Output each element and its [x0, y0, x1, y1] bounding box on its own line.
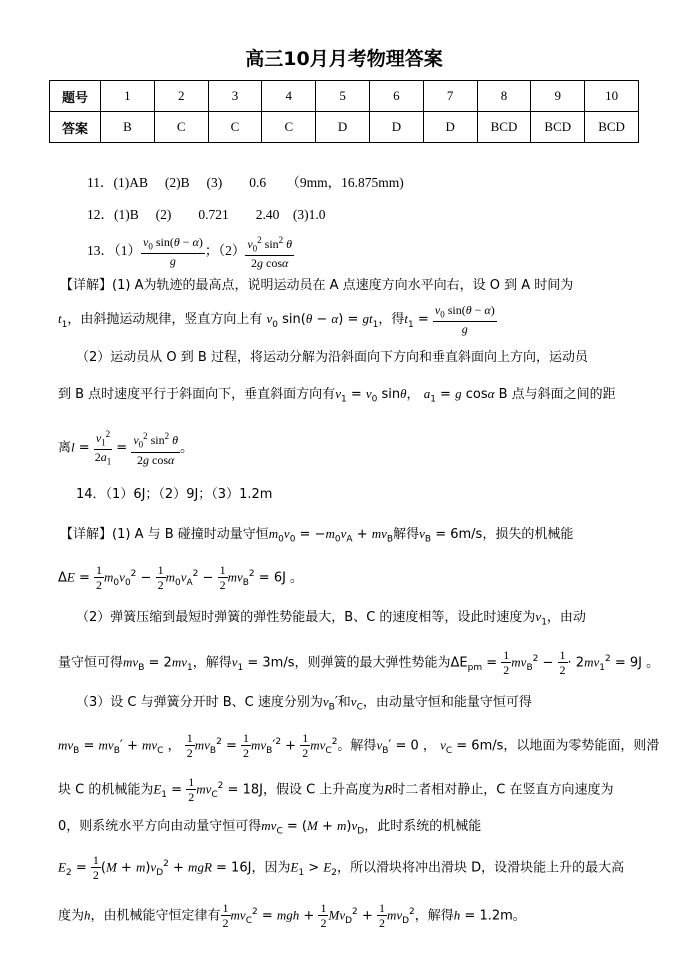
- detail-13-line3: （2）运动员从 O 到 B 过程，将运动分解为沿斜面向下方向和垂直斜面向上方向，运动员: [76, 350, 588, 365]
- table-cell: D: [316, 112, 370, 143]
- detail-14-line7: 块 C 的机械能为$E_1$ = $\frac{1}{2}$ $mv_C^2 = 18J$，假设 C 上升高度为R时二者相对静止，C 在竖直方向速度为: [58, 775, 614, 805]
- detail-14-line5: （3）设 C 与弹簧分开时 B、C 速度分别为$v_B'$和$v_C$，由动量守恒和能量守恒可得: [76, 694, 532, 713]
- text: 量守恒可得: [58, 655, 124, 671]
- table-cell: BCD: [585, 112, 639, 143]
- formula: $\frac{v_1^2}{2a_1}$: [94, 429, 112, 467]
- text: 时二者相对静止，C 在竖直方向速度为: [392, 782, 614, 798]
- text: （3）设 C 与弹簧分开时 B、C 速度分别为: [76, 695, 323, 710]
- detail-label: 【详解】: [60, 527, 113, 542]
- q13-mid: ；（2）: [204, 242, 246, 258]
- formula: $\frac{1}{2}$: [92, 853, 99, 883]
- text: ，则弹簧的最大弹性势能为: [294, 655, 451, 671]
- table-cell: 2: [154, 81, 208, 112]
- table-cell: BCD: [477, 112, 531, 143]
- q13-prefix: 13．（1）: [87, 242, 141, 258]
- text: 0，则系统水平方向由动量守恒可得: [58, 819, 262, 834]
- answer-13: [87, 233, 294, 270]
- formula: $\frac{1}{2}$: [222, 901, 229, 931]
- detail-14-line3: （2）弹簧压缩到最短时弹簧的弹性势能最大，B、C 的速度相等，设此时速度为$v_1$，由动: [76, 609, 586, 628]
- formula: $\frac{v_0 \sin(\theta - \alpha)}{g}$: [143, 235, 203, 269]
- text: 度为: [58, 908, 85, 924]
- table-cell: C: [208, 112, 262, 143]
- text: 到 B 点时速度平行于斜面向下，垂直斜面方向有: [58, 387, 336, 402]
- text: ，以地面为零势能面，则滑: [503, 738, 660, 754]
- text: 块 C 的机械能为: [58, 782, 154, 798]
- formula: $\frac{v_0^2 \sin^2 \theta}{\text{2g cosα}}$: [247, 235, 293, 271]
- answer-table: [49, 80, 639, 143]
- table-cell: 10: [585, 81, 639, 112]
- detail-14-line4: 量守恒可得$mv_B = 2mv_1$，解得$v_1 = 3m/s$，则弹簧的最大弹性势能为$\Delta E_{pm}$ = $\frac{1}{2}$ $mv_B^2$ − $\frac{1}{2}$ · $2mv_1^2 = 9J$ 。: [58, 648, 660, 678]
- detail-13-line1: [60, 278, 573, 294]
- text: ，由机械能守恒定律有: [90, 908, 221, 924]
- formula: $\frac{1}{2}$: [559, 648, 566, 678]
- row-header-answer: 答案: [50, 112, 101, 143]
- text: ，由斜抛运动规律，竖直方向上有: [67, 312, 263, 328]
- text: ，因为: [251, 860, 291, 876]
- detail-14-line6: $mv_B = mv_B' + mv_C$ ， $\frac{1}{2}$ $mv_B^2$ = $\frac{1}{2}$ $mv_B'^2$ + $\frac{1}{2}$ $mv_C^2$。解得$v_B' = 0$ ， $v_C = 6m/s$，以地面为零势能面，则滑: [58, 731, 660, 761]
- formula: $\frac{1}{2}$: [157, 563, 164, 593]
- table-cell: 5: [316, 81, 370, 112]
- text: ，得: [378, 312, 405, 328]
- text: 解得: [393, 527, 420, 542]
- answer-11: 11．(1)AB (2)B (3) 0.6 （9mm，16.875mm): [87, 175, 404, 190]
- detail-14-line10: 度为h，由机械能守恒定律有 $\frac{1}{2}$ $mv_C^2$ = mgh + $\frac{1}{2}$ $Mv_D^2$ + $\frac{1}{2}$ $mv_D^2$，解得h = 1.2m。: [58, 901, 526, 931]
- detail-13-line5: 离l = $\frac{v_1^2}{2a_1}$ = $\frac{v_0^2 \sin^2 \theta}{\text{2g cosα}}$ 。: [58, 429, 194, 467]
- table-row: [50, 112, 639, 143]
- detail-label: 【详解】: [60, 278, 113, 293]
- formula: $\frac{1}{2}$: [320, 901, 327, 931]
- text: 。解得: [337, 738, 377, 754]
- table-cell: 7: [423, 81, 477, 112]
- text: B 点与斜面之间的距: [498, 387, 616, 402]
- text: 。: [180, 440, 194, 456]
- text: ，由动: [546, 610, 586, 625]
- formula: $\frac{1}{2}$: [378, 901, 385, 931]
- text: ，此时系统的机械能: [364, 819, 482, 834]
- detail-13-line2: $t_1$，由斜抛运动规律，竖直方向上有 $v_0$ $\sin(\theta - \alpha) = gt_1$，得$t_1$ = $\frac{v_0 \sin(\theta - \alpha)}{g}$: [58, 303, 495, 337]
- answer-14: 14．（1）6J；（2）9J；（3）1.2m: [76, 487, 273, 502]
- text: ，损失的机械能: [482, 527, 574, 542]
- detail-14-line9: $E_2$ = $\frac{1}{2}$ $(M + m)v_D^2$ + mgR = 16J，因为$E_1 > E_2$，所以滑块将冲出滑块 D，设滑块能上升的最大高: [58, 853, 625, 883]
- formula: $\frac{1}{2}$: [186, 731, 193, 761]
- table-cell: C: [154, 112, 208, 143]
- table-cell: 9: [531, 81, 585, 112]
- table-cell: 1: [101, 81, 155, 112]
- formula: $\frac{1}{2}$: [96, 563, 103, 593]
- detail-14-line8: 0，则系统水平方向由动量守恒可得$mv_C = (M + m)v_D$，此时系统的机械能: [58, 818, 482, 837]
- text: 离: [58, 440, 72, 456]
- table-cell: C: [262, 112, 316, 143]
- page-title: 高三10月月考物理答案: [245, 48, 443, 70]
- table-cell: 6: [369, 81, 423, 112]
- row-header-number: 题号: [50, 81, 101, 112]
- formula: $\frac{1}{2}$: [243, 731, 249, 761]
- formula: $\frac{v_0 \sin(\theta - \alpha)}{g}$: [434, 303, 495, 337]
- text: ，解得: [192, 655, 232, 671]
- formula: $\frac{1}{2}$: [188, 775, 195, 805]
- detail-14-line2: ΔE = $\frac{1}{2}$ $m_0v_0^2$ − $\frac{1}{2}$ $m_0v_A^2$ − $\frac{1}{2}$ $mv_B^2 = 6J$ 。: [58, 563, 304, 593]
- table-row: [50, 81, 639, 112]
- formula: $\frac{v_0^2 \sin^2 \theta}{\text{2g cosα}}$: [133, 431, 179, 467]
- detail-14-line1: 【详解】(1) A 与 B 碰撞时动量守恒$m_0v_0 = -m_0v_A + mv_B$解得$v_B = 6m/s$，损失的机械能: [60, 526, 574, 545]
- text: ，所以滑块将冲出滑块 D，设滑块能上升的最大高: [337, 860, 625, 876]
- table-cell: 4: [262, 81, 316, 112]
- table-cell: D: [369, 112, 423, 143]
- text: ，由动量守恒和能量守恒可得: [362, 695, 532, 710]
- table-cell: D: [423, 112, 477, 143]
- formula: $\frac{1}{2}$: [302, 731, 309, 761]
- answer-12: 12．(1)B (2) 0.721 2.40 (3)1.0: [87, 207, 326, 222]
- text: (1) A为轨迹的最高点，说明运动员在 A 点速度方向水平向右，设 O 到 A 时间为: [112, 278, 574, 293]
- table-cell: BCD: [531, 112, 585, 143]
- text: (1) A 与 B 碰撞时动量守恒: [112, 527, 269, 542]
- table-cell: B: [101, 112, 155, 143]
- text: ，假设 C 上升高度为: [262, 782, 385, 798]
- text: ，解得: [414, 908, 454, 924]
- table-cell: 8: [477, 81, 531, 112]
- formula: $\frac{1}{2}$: [503, 648, 510, 678]
- detail-13-line4: 到 B 点时速度平行于斜面向下，垂直斜面方向有$v_1 = v_0$ sinθ， $a_1 = g$ cosα B 点与斜面之间的距: [58, 386, 616, 405]
- table-cell: 3: [208, 81, 262, 112]
- formula: $\frac{1}{2}$: [219, 563, 226, 593]
- text: （2）弹簧压缩到最短时弹簧的弹性势能最大，B、C 的速度相等，设此时速度为: [76, 610, 536, 625]
